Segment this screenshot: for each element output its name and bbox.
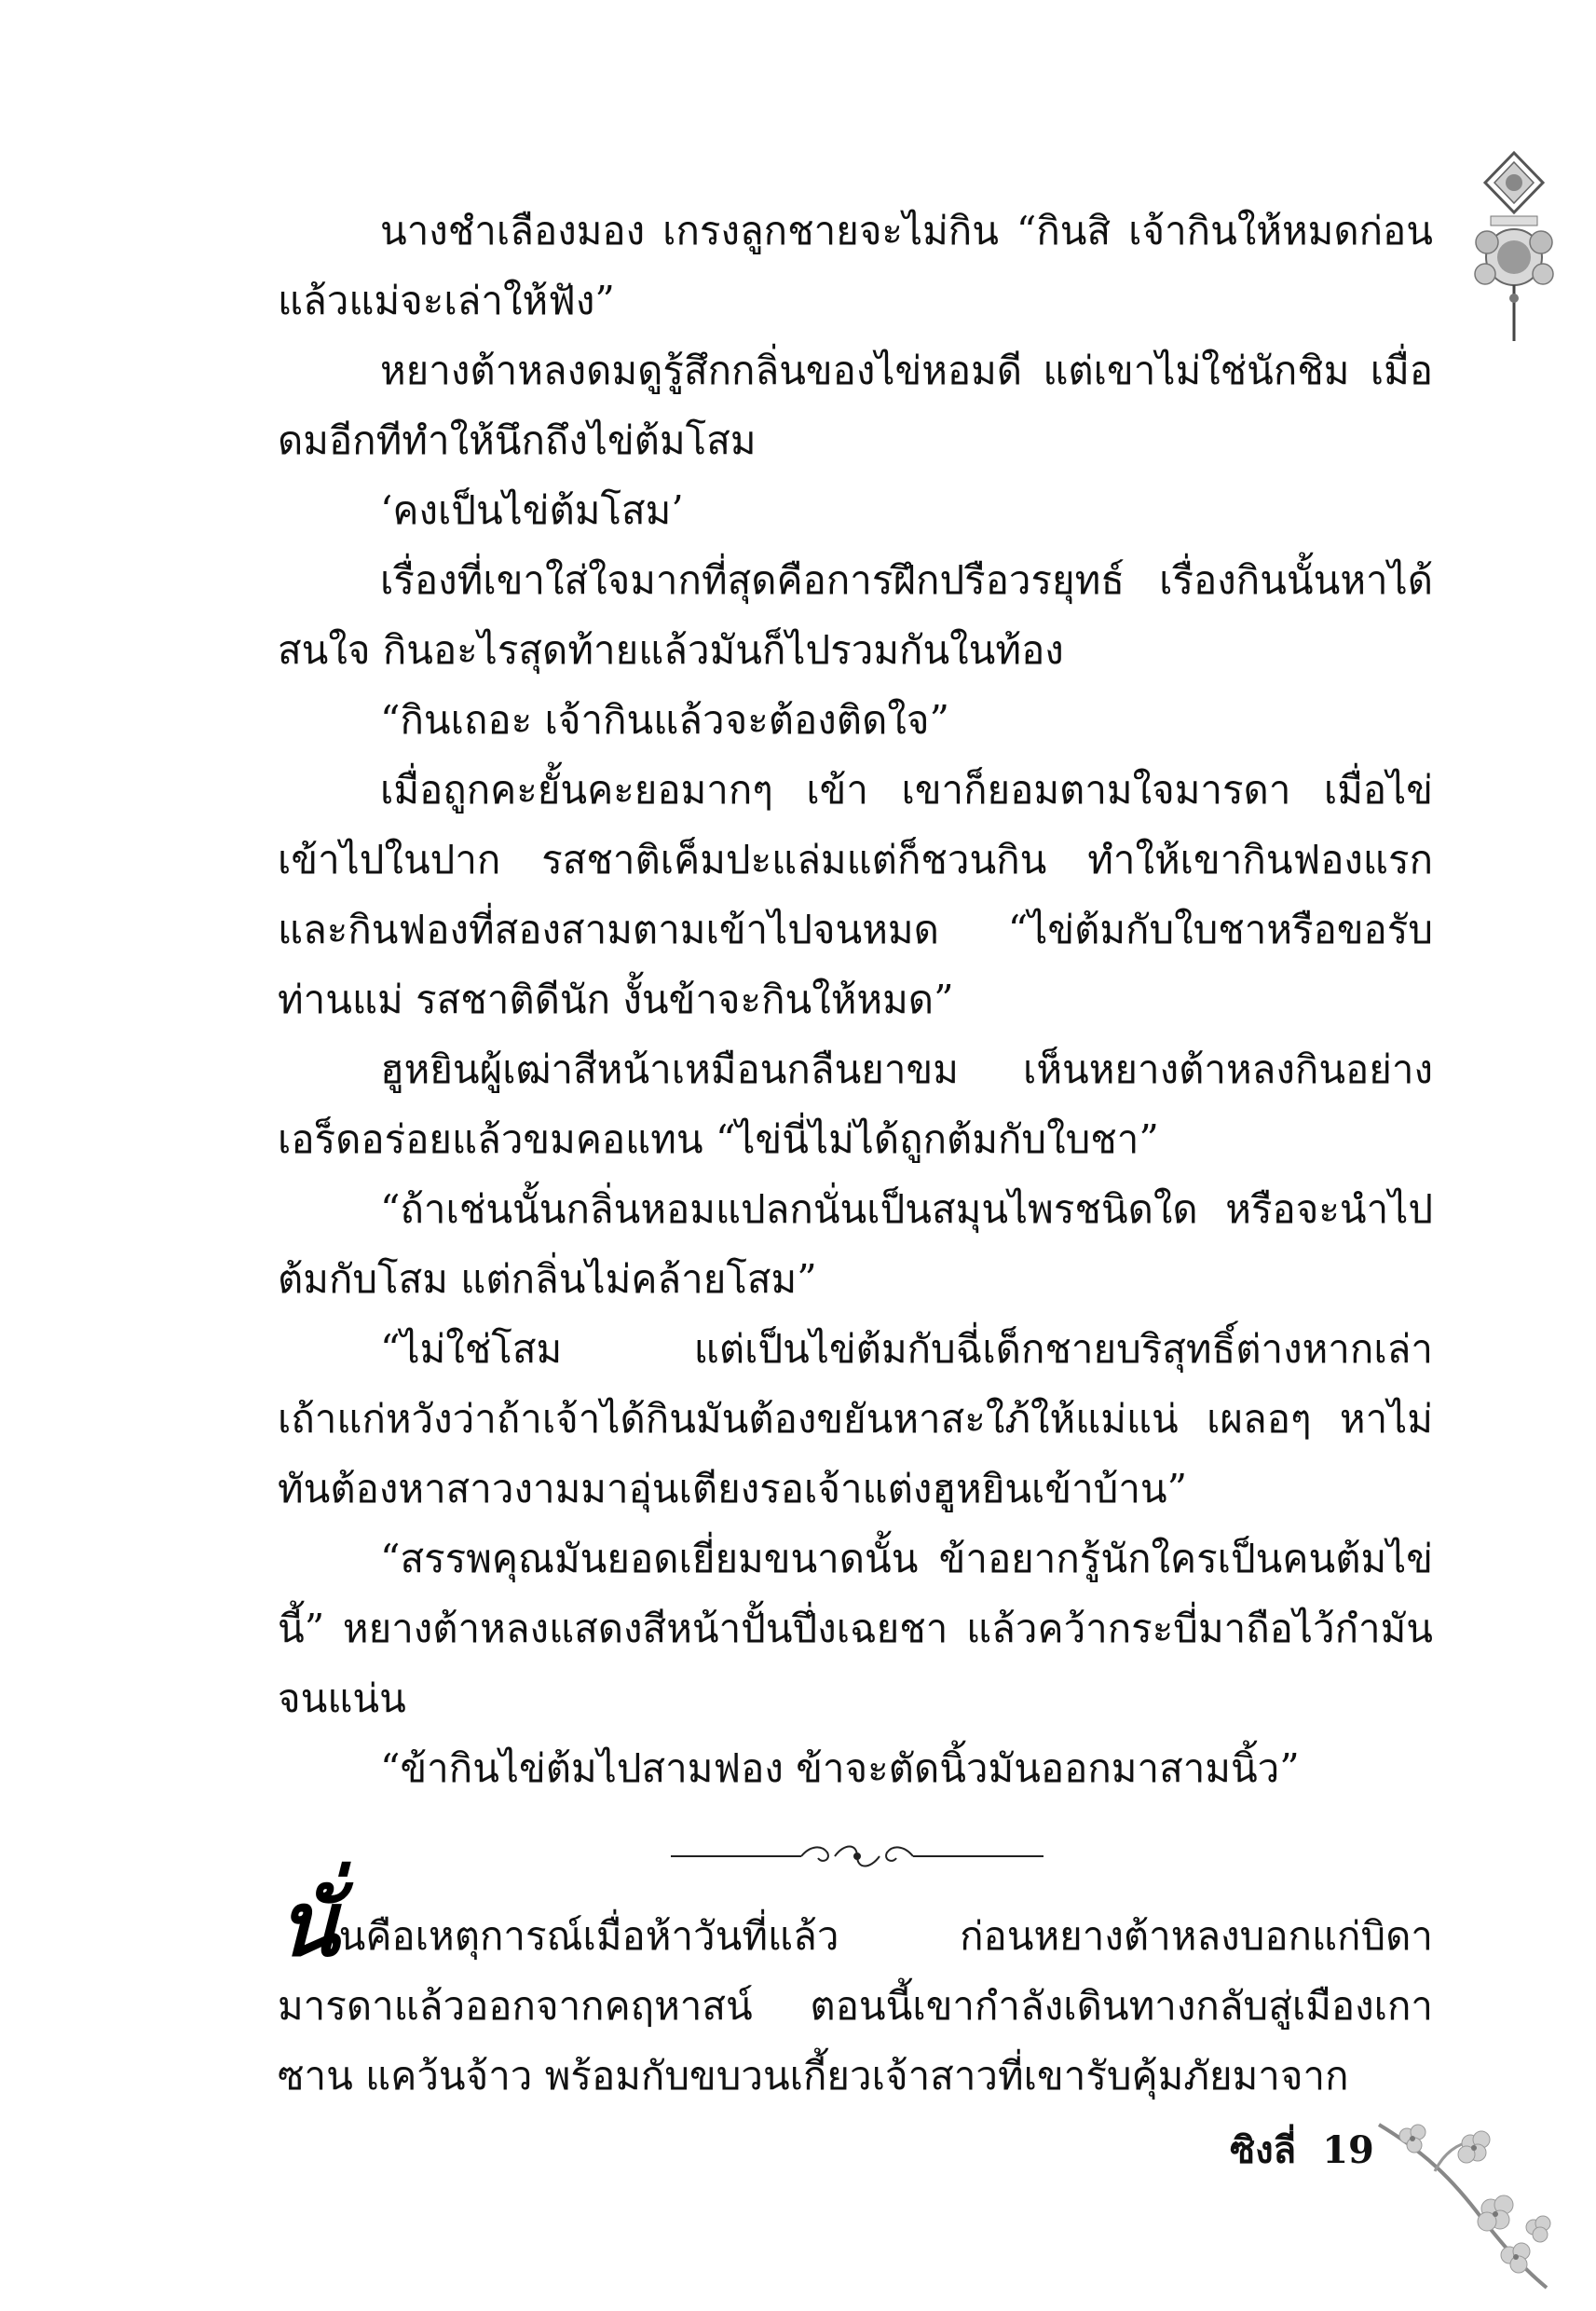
section-opening-text: นคือเหตุการณ์เมื่อห้าวันที่แล้ว ก่อนหยางต้าหลงบอกแก่บิดามารดาแล้วออกจากคฤหาสน์ ตอนนี้เขากำลังเดินทางกลับสู่เมืองเกาซาน แคว้นจ้าว พร้อมกับขบวนเกี้ยวเจ้าสาวที่เขารับคุ้มภัยมาจาก — [278, 1913, 1433, 2099]
scroll-ornament-divider — [671, 1838, 1044, 1875]
paragraph: “ข้ากินไข่ต้มไปสามฟอง ข้าจะตัดนิ้วมันออกมาสามนิ้ว” — [380, 1745, 1300, 1791]
decorative-emblem-icon — [1463, 149, 1565, 345]
paragraph: ฮูหยินผู้เฒ่าสีหน้าเหมือนกลืนยาขม เห็นหยางต้าหลงกินอย่างเอร็ดอร่อยแล้วขมคอแทน “ไข่นี่ไม่ได้ถูกต้มกับใบชา” — [278, 1046, 1433, 1162]
section-opening — [278, 1871, 1433, 2111]
paragraph: “กินเถอะ เจ้ากินแล้วจะต้องติดใจ” — [380, 697, 949, 743]
paragraph: เมื่อถูกคะยั้นคะยอมากๆ เข้า เขาก็ยอมตามใจมารดา เมื่อไข่เข้าไปในปาก รสชาติเค็มปะแล่มแต่ก็ชวนกิน ทำให้เขากินฟองแรกและกินฟองที่สองสามตามเข้าไปจนหมด “ไข่ต้มกับใบชาหรือขอรับท่านแม่ รสชาติดีนัก งั้นข้าจะกินให้หมด” — [278, 767, 1433, 1022]
page-footer — [1230, 2120, 1374, 2180]
paragraph: นางชำเลืองมอง เกรงลูกชายจะไม่กิน “กินสิ เจ้ากินให้หมดก่อน แล้วแม่จะเล่าให้ฟัง” — [278, 208, 1433, 323]
paragraph: ‘คงเป็นไข่ต้มโสม’ — [380, 487, 684, 533]
page-number: 19 — [1322, 2128, 1374, 2172]
paragraph: “ถ้าเช่นนั้นกลิ่นหอมแปลกนั่นเป็นสมุนไพรชนิดใด หรือจะนำไปต้มกับโสม แต่กลิ่นไม่คล้ายโสม” — [278, 1186, 1433, 1302]
paragraph — [278, 1871, 1433, 2111]
paragraph: “ไม่ใช่โสม แต่เป็นไข่ต้มกับฉี่เด็กชายบริสุทธิ์ต่างหากเล่า เถ้าแก่หวังว่าถ้าเจ้าได้กินมันต้องขยันหาสะใภ้ให้แม่แน่ เผลอๆ หาไม่ทันต้องหาสาวงามมาอุ่นเตียงรอเจ้าแต่งฮูหยินเข้าบ้าน” — [278, 1326, 1433, 1511]
running-title: ซิงลี่ — [1230, 2129, 1297, 2172]
paragraph: หยางต้าหลงดมดูรู้สึกกลิ่นของไข่หอมดี แต่เขาไม่ใช่นักชิม เมื่อดมอีกทีทำให้นึกถึงไข่ต้มโสม — [278, 348, 1433, 463]
drop-cap: นั่ — [278, 1871, 339, 1976]
paragraph: “สรรพคุณมันยอดเยี่ยมขนาดนั้น ข้าอยากรู้นักใครเป็นคนต้มไข่นี้” หยางต้าหลงแสดงสีหน้าปั้นปึ่งเฉยชา แล้วคว้ากระบี่มาถือไว้กำมันจนแน่น — [278, 1536, 1433, 1721]
plum-blossom-icon — [1370, 2115, 1556, 2292]
paragraph: เรื่องที่เขาใส่ใจมากที่สุดคือการฝึกปรือวรยุทธ์ เรื่องกินนั้นหาได้สนใจ กินอะไรสุดท้ายแล้วมันก็ไปรวมกันในท้อง — [278, 557, 1433, 673]
body-text — [278, 196, 1433, 1803]
